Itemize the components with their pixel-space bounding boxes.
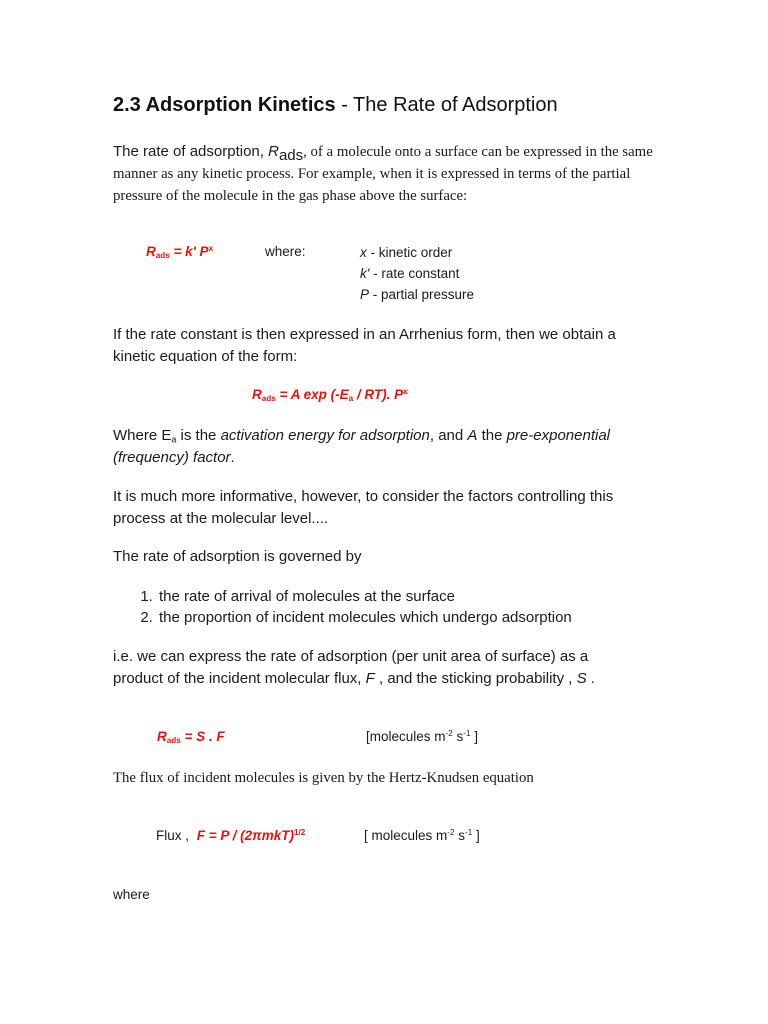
eq4-label: Flux , <box>156 828 193 843</box>
activation-energy-paragraph <box>113 425 610 469</box>
list-item: 1. the rate of arrival of molecules at the surface <box>157 586 572 607</box>
units-label <box>366 729 478 744</box>
para3-t4: the <box>477 427 507 444</box>
definition-item <box>360 242 474 263</box>
para-line <box>113 425 610 447</box>
units-c: ] <box>470 729 478 744</box>
para-line: If the rate constant is then expressed in an Arrhenius form, then we obtain a <box>113 326 616 343</box>
eq3-R: R <box>157 729 167 744</box>
definition-item <box>360 263 474 284</box>
eq4-formula-wrap <box>197 828 306 843</box>
units-c: ] <box>472 828 480 843</box>
para3-t1: Where E <box>113 427 172 444</box>
eq2-sub: ads <box>261 394 276 404</box>
units-sup1: -2 <box>445 729 453 739</box>
intro-lead: The rate of adsorption, <box>113 143 269 160</box>
para6-S: S <box>576 670 587 687</box>
para6-a: product of the incident molecular flux, <box>113 670 366 687</box>
equation-sticking <box>157 729 225 744</box>
para-line <box>113 668 595 690</box>
para6-b: , and the sticking probability , <box>374 670 577 687</box>
units-a: [ molecules m <box>364 828 448 843</box>
eq1-R: R <box>146 244 156 259</box>
para6-F: F <box>365 670 375 687</box>
para3-i2: A <box>467 427 478 444</box>
arrhenius-paragraph <box>113 324 616 368</box>
para-line: i.e. we can express the rate of adsorption (per unit area of surface) as a <box>113 648 589 665</box>
eq4-formula: F = P / (2πmkT) <box>196 828 295 843</box>
def-symbol: k' <box>360 266 370 281</box>
where-label: where: <box>265 244 306 259</box>
units-sup1: -2 <box>447 828 455 838</box>
hertz-knudsen-paragraph: The flux of incident molecules is given by the Hertz-Knudsen equation <box>113 770 534 786</box>
flux-sticking-paragraph <box>113 646 595 690</box>
para3-sub: a <box>171 434 177 445</box>
para-line: kinetic equation of the form: <box>113 348 298 365</box>
para6-c: . <box>586 670 595 687</box>
para3-line2-italic: (frequency) factor <box>113 449 231 466</box>
governing-factors-list <box>113 586 572 628</box>
eq1-mid: = k' P <box>169 244 209 259</box>
para-line: It is much more informative, however, to consider the factors controlling this <box>113 488 614 505</box>
def-symbol: x <box>360 245 367 260</box>
def-desc: - kinetic order <box>366 245 453 260</box>
units-sup2: -1 <box>465 828 473 838</box>
intro-rest: , of a molecule onto a surface can be expressed in the same manner as any kinetic process. For example, when it is expressed in terms of the partial pressure of the molecule in the gas phase above the surface: <box>113 144 653 204</box>
heading-bold: 2.3 Adsorption Kinetics <box>113 94 336 116</box>
units-sup2: -1 <box>463 729 471 739</box>
eq2-sup: x <box>403 387 408 397</box>
intro-symbol: R <box>268 143 279 160</box>
units-a: [molecules m <box>366 729 446 744</box>
intro-paragraph <box>113 141 673 207</box>
equation-rate-law <box>146 244 213 259</box>
where-text: where <box>113 887 150 902</box>
def-symbol: P <box>360 287 370 302</box>
list-item: 2. the proportion of incident molecules which undergo adsorption <box>157 607 572 628</box>
eq2-sub2: a <box>348 394 354 404</box>
intro-symbol-sub: ads <box>278 146 304 164</box>
para3-line2-end: . <box>230 449 235 466</box>
para3-i3: pre-exponential <box>506 427 610 444</box>
def-desc: - rate constant <box>369 266 460 281</box>
flux-units-label <box>364 828 480 843</box>
eq2-R: R <box>252 387 262 402</box>
molecular-level-paragraph <box>113 486 613 530</box>
para3-t3: , and <box>429 427 468 444</box>
eq3-rest: = S . F <box>180 729 225 744</box>
def-desc: - partial pressure <box>369 287 475 302</box>
definition-item <box>360 284 474 305</box>
section-heading <box>113 94 558 117</box>
eq1-sub: ads <box>155 251 170 261</box>
para3-i1: activation energy for adsorption <box>220 427 430 444</box>
equation-arrhenius <box>252 387 408 402</box>
governed-by-paragraph: The rate of adsorption is governed by <box>113 548 362 565</box>
eq4-sup: 1/2 <box>294 828 306 838</box>
units-b: s <box>454 828 465 843</box>
para3-t2: is the <box>176 427 221 444</box>
eq3-sub: ads <box>166 736 181 746</box>
para-line <box>113 447 610 469</box>
eq2-part2: / RT). P <box>353 387 404 402</box>
equation-flux <box>156 828 305 843</box>
definitions-list <box>360 242 474 305</box>
heading-rest: - The Rate of Adsorption <box>335 94 558 116</box>
para-line: process at the molecular level.... <box>113 510 329 527</box>
units-b: s <box>452 729 464 744</box>
eq2-part1: = A exp (-E <box>275 387 349 402</box>
eq1-sup: x <box>208 244 214 254</box>
